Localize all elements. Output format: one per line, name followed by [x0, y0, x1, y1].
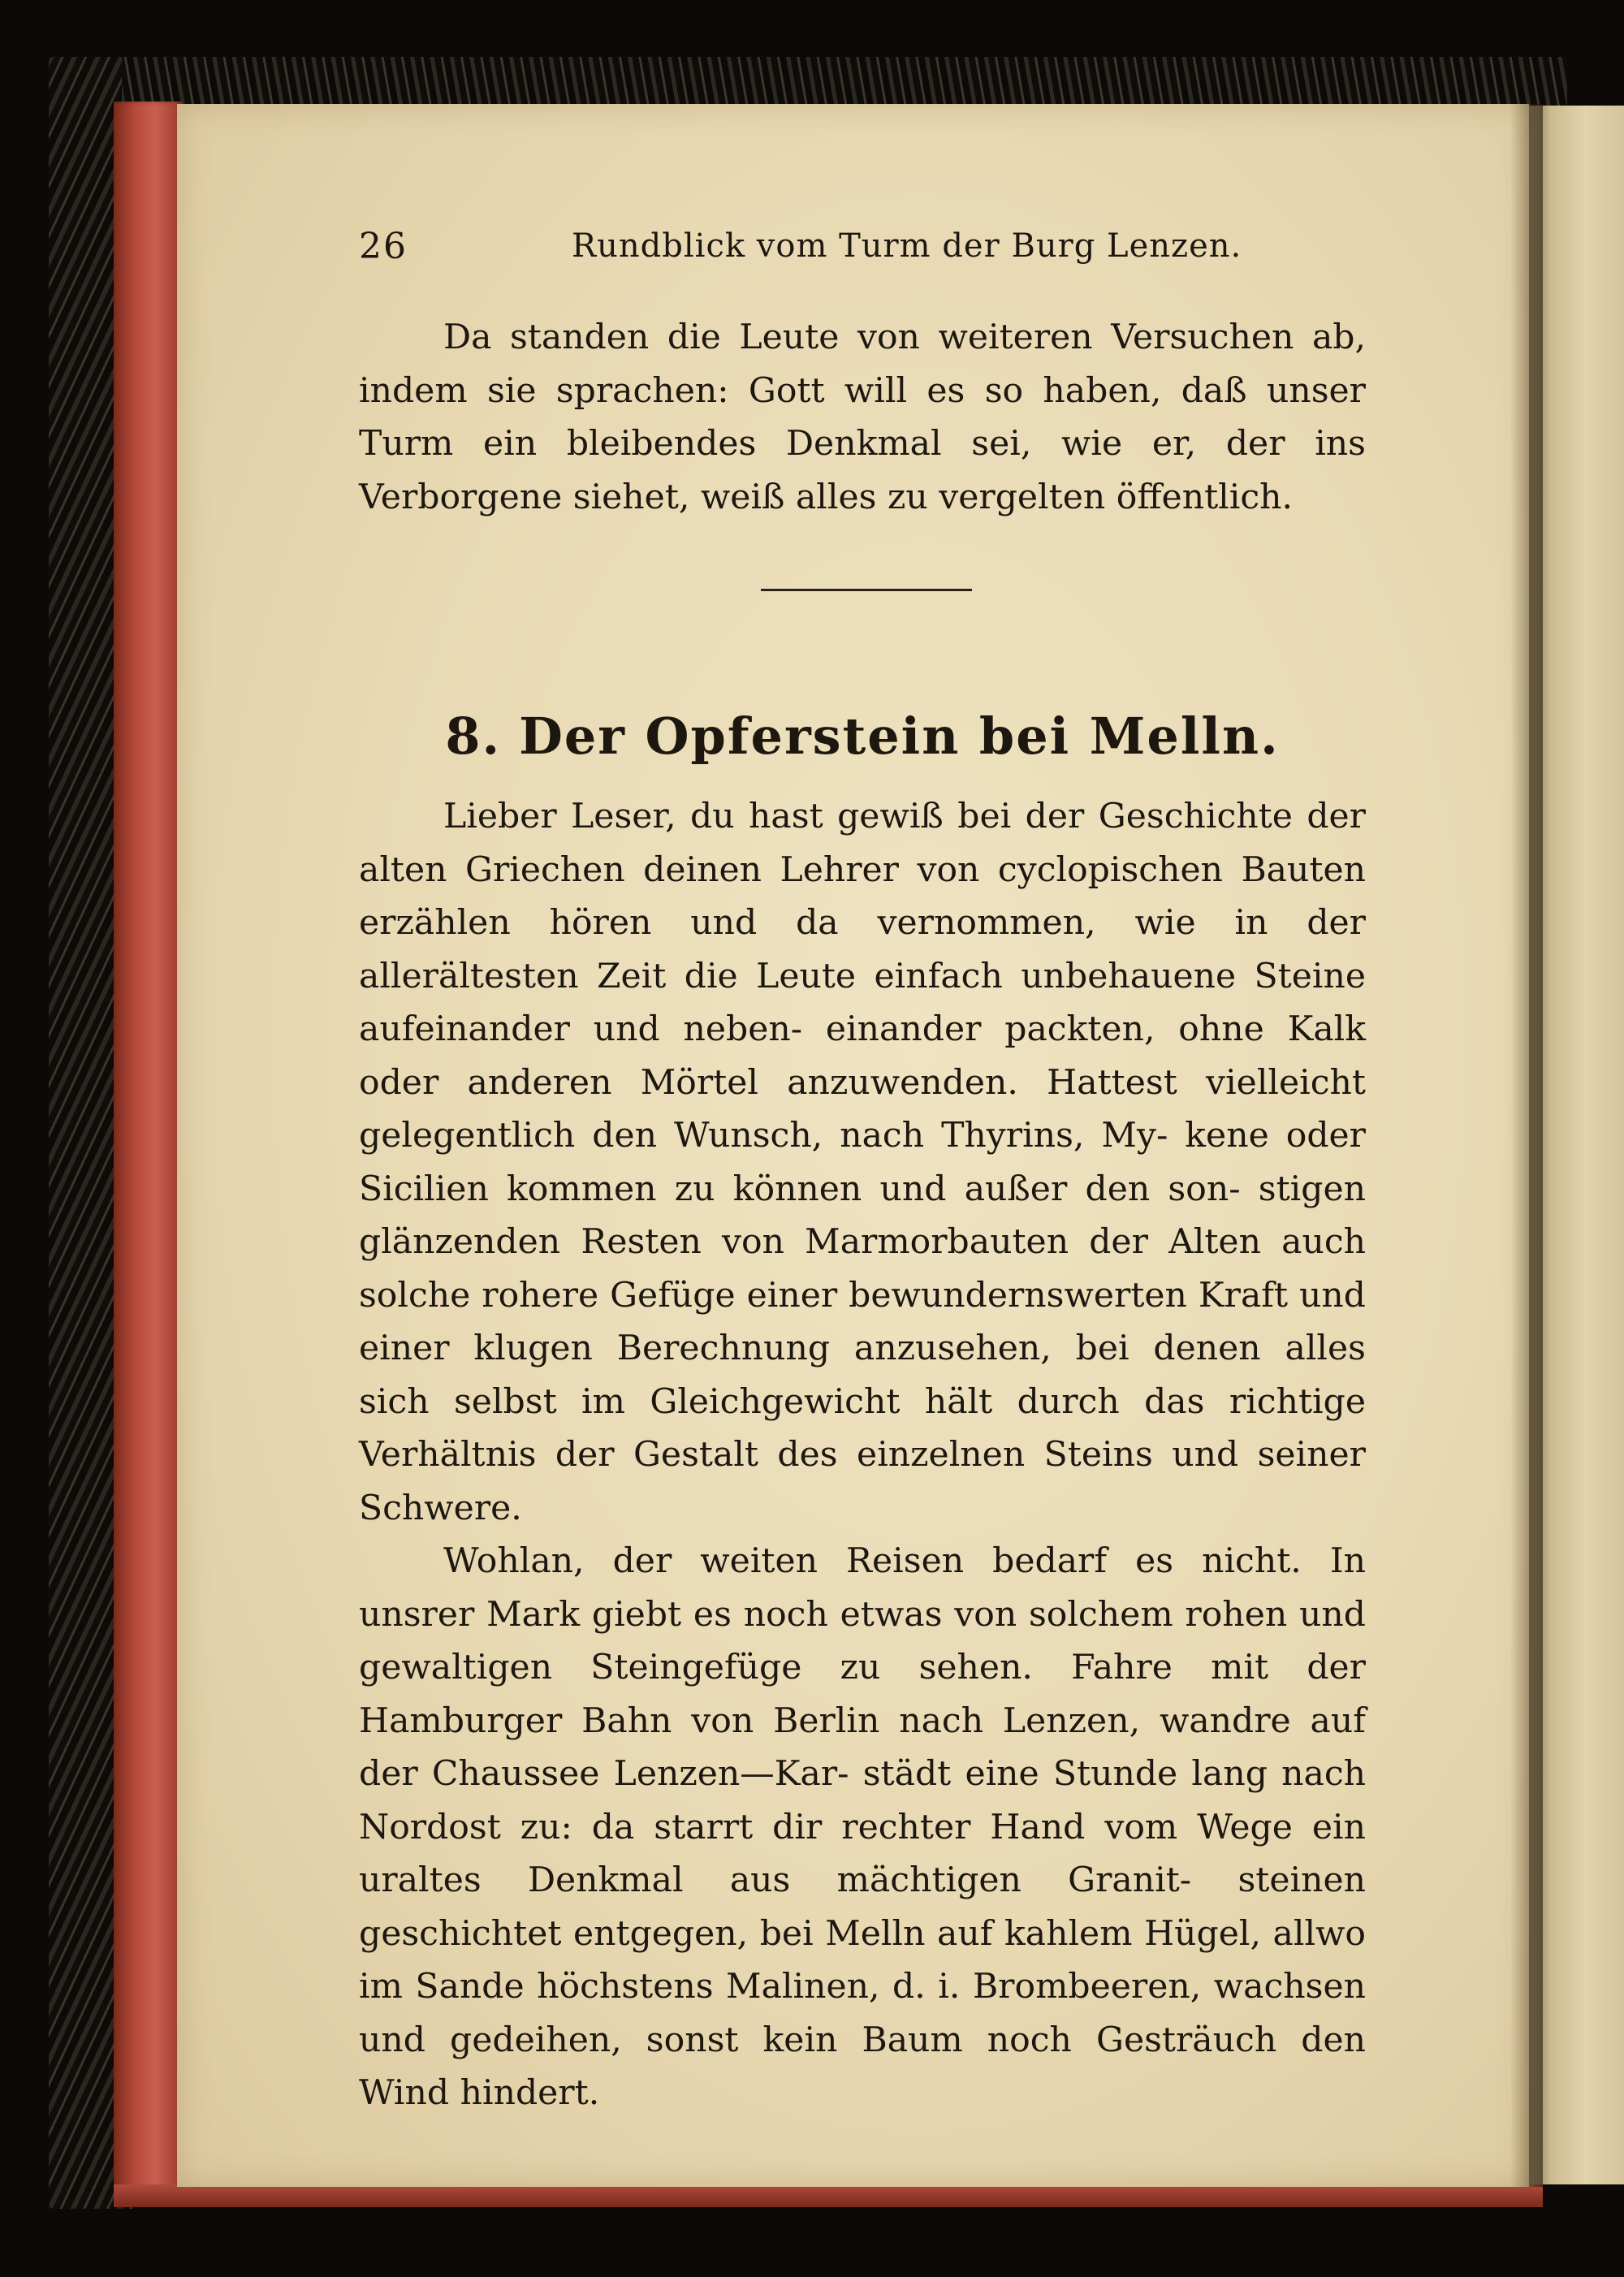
continuation-paragraph: Da standen die Leute von weiteren Versuchen ab, indem sie sprachen: Gott will es so haben, daß unser Turm ein bleibendes Denkmal sei, wie er, der ins Verborgene siehet, weiß alles zu vergelten öffentlich.: [359, 318, 1366, 517]
page-gutter-shadow: [1510, 104, 1543, 2187]
red-page-edge: [114, 102, 183, 2205]
section-number: 8.: [445, 706, 502, 766]
running-head: [359, 226, 1366, 274]
red-page-edge-bottom: [114, 2184, 1543, 2207]
section-heading: [359, 706, 1366, 766]
body-paragraph-2: Wohlan, der weiten Reisen bedarf es nicht. In unsrer Mark giebt es noch etwas von solchem rohen und gewaltigen Steingefüge zu sehen. Fahre mit der Hamburger Bahn von Berlin nach Lenzen, wandre auf der Chaussee Lenzen—Kar- städt eine Stunde lang nach Nordost zu: da starrt dir rechter Hand vom Wege ein uraltes Denkmal aus mächtigen Granit- steinen geschichtet entgegen, bei Melln auf kahlem Hügel, allwo im Sande höchstens Malinen, d. i. Brombeeren, wachsen und gedeihen, sonst kein Baum noch Gesträuch den Wind hindert.: [359, 1541, 1366, 2113]
page-number: 26: [359, 226, 408, 267]
book-cover-top: [122, 57, 1567, 106]
section-body: [359, 790, 1366, 2120]
section-divider-rule: [761, 589, 972, 591]
body-paragraph-1: Lieber Leser, du hast gewiß bei der Geschichte der alten Griechen deinen Lehrer von cyclopischen Bauten erzählen hören und da vernommen, wie in der allerältesten Zeit die Leute einfach unbehauene Steine aufeinander und neben- einander packten, ohne Kalk oder anderen Mörtel anzuwenden. Hattest vielleicht gelegentlich den Wunsch, nach Thyrins, My- kene oder Sicilien kommen zu können und außer den son- stigen glänzenden Resten von Marmorbauten der Alten auch solche rohere Gefüge einer bewundernswerten Kraft und einer klugen Berechnung anzusehen, bei denen alles sich selbst im Gleichgewicht hält durch das richtige Verhältnis der Gestalt des einzelnen Steins und seiner Schwere.: [359, 797, 1366, 1528]
continuation-text: [359, 311, 1366, 524]
section-title: Der Opferstein bei Melln.: [519, 706, 1280, 766]
running-head-title: Rundblick vom Turm der Burg Lenzen.: [572, 227, 1242, 265]
